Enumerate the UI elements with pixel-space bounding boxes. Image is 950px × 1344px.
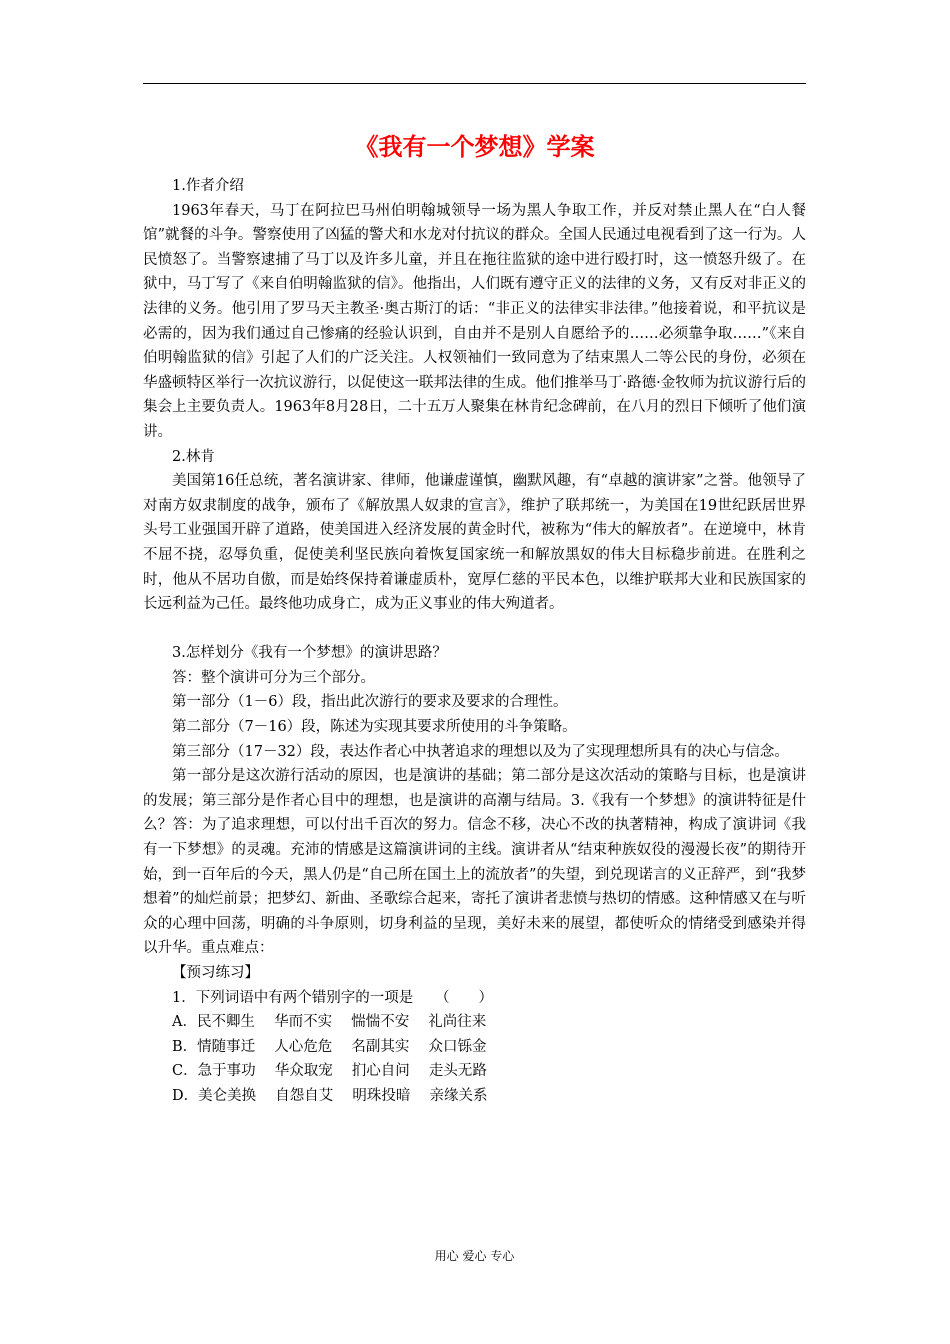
exercise-question-1: 1．下列词语中有两个错别字的一项是 （ ） (172, 989, 493, 1006)
part-one: 第一部分（1－6）段，指出此次游行的要求及要求的合理性。 (172, 694, 568, 711)
part-two: 第二部分（7－16）段，陈述为实现其要求所使用的斗争策略。 (172, 719, 577, 736)
answer-structure: 答：整个演讲可分为三个部分。 (172, 669, 375, 686)
option-c: C．急于事功 华众取宠 扪心自问 走头无路 (172, 1063, 487, 1080)
document-body (143, 174, 806, 1109)
paragraph-author-intro: 1963年春天，马丁在阿拉巴马州伯明翰城领导一场为黑人争取工作，并反对禁止黑人在“白人餐馆”就餐的斗争。警察使用了凶猛的警犬和水龙对付抗议的群众。全国人民通过电视看到了这一行为。人民愤怒了。当警察逮捕了马丁以及许多儿童，并且在拖往监狱的途中进行殴打时，这一愤怒升级了。在狱中，马丁写了《来自伯明翰监狱的信》。他指出，人们既有遵守正义的法律的义务，又有反对非正义的法律的义务。他引用了罗马天主教圣·奥古斯汀的话：“非正义的法律实非法律。”他接着说，和平抗议是必需的，因为我们通过自己惨痛的经验认识到，自由并不是别人自愿给予的……必须靠争取……”《来自伯明翰监狱的信》引起了人们的广泛关注。人权领袖们一致同意为了结束黑人二等公民的身份，必须在华盛顿特区举行一次抗议游行，以促使这一联邦法律的生成。他们推举马丁·路德·金牧师为抗议游行后的集会上主要负责人。1963年8月28日，二十五万人聚集在林肯纪念碑前，在八月的烈日下倾听了他们演讲。 (143, 202, 806, 440)
question-structure: 3.怎样划分《我有一个梦想》的演讲思路？ (172, 645, 447, 662)
section-heading-author: 1.作者介绍 (172, 178, 244, 194)
page-title: 《我有一个梦想》学案 (354, 133, 595, 161)
blank-line (143, 617, 806, 642)
section-heading-lincoln: 2.林肯 (172, 448, 215, 465)
paragraph-lincoln: 美国第16任总统，著名演讲家、律师，他谦虚谨慎，幽默风趣，有“卓越的演讲家”之誉。他领导了对南方奴隶制度的战争，颁布了《解放黑人奴隶的宣言》，维护了联邦统一，为美国在19世纪跃居世界头号工业强国开辟了道路，使美国进入经济发展的黄金时代，被称为“伟大的解放者”。在逆境中，林肯不屈不挠，忍辱负重，促使美利坚民族向着恢复国家统一和解放黑奴的伟大目标稳步前进。在胜利之时，他从不居功自傲，而是始终保持着谦虚质朴，宽厚仁慈的平民本色，以维护联邦大业和民族国家的长远利益为己任。最终他功成身亡，成为正义事业的伟大殉道者。 (143, 473, 806, 613)
header-rule (143, 83, 806, 84)
paragraph-summary: 第一部分是这次游行活动的原因，也是演讲的基础；第二部分是这次活动的策略与目标，也是演讲的发展；第三部分是作者心目中的理想，也是演讲的高潮与结局。3.《我有一个梦想》的演讲特征是什么？答：为了追求理想，可以付出千百次的努力。信念不移，决心不改的执著精神，构成了演讲词《我有一下梦想》的灵魂。充沛的情感是这篇演讲词的主线。演讲者从“结束种族奴役的漫漫长夜”的期待开始，到一百年后的今天，黑人仍是“自己所在国土上的流放者”的失望，到兑现诺言的义正辞严，到“我梦想着”的灿烂前景；把梦幻、新曲、圣歌综合起来，寄托了演讲者悲愤与热切的情感。这种情感又在与听众的心理中回荡，明确的斗争原则，切身利益的呈现，美好未来的展望，都使听众的情绪受到感染并得以升华。重点难点： (143, 768, 806, 957)
option-a: A．民不卿生 华而不实 惴惴不安 礼尚往来 (172, 1014, 487, 1031)
option-d: D．美仑美换 自怨自艾 明珠投暗 亲缘关系 (172, 1087, 488, 1104)
exercise-heading: 【预习练习】 (172, 965, 259, 981)
option-b: B．情随事迁 人心危危 名副其实 众口铄金 (172, 1038, 487, 1055)
page-footer: 用心 爱心 专心 (434, 1249, 515, 1263)
part-three: 第三部分（17－32）段，表达作者心中执著追求的理想以及为了实现理想所具有的决心与信念。 (172, 743, 789, 760)
